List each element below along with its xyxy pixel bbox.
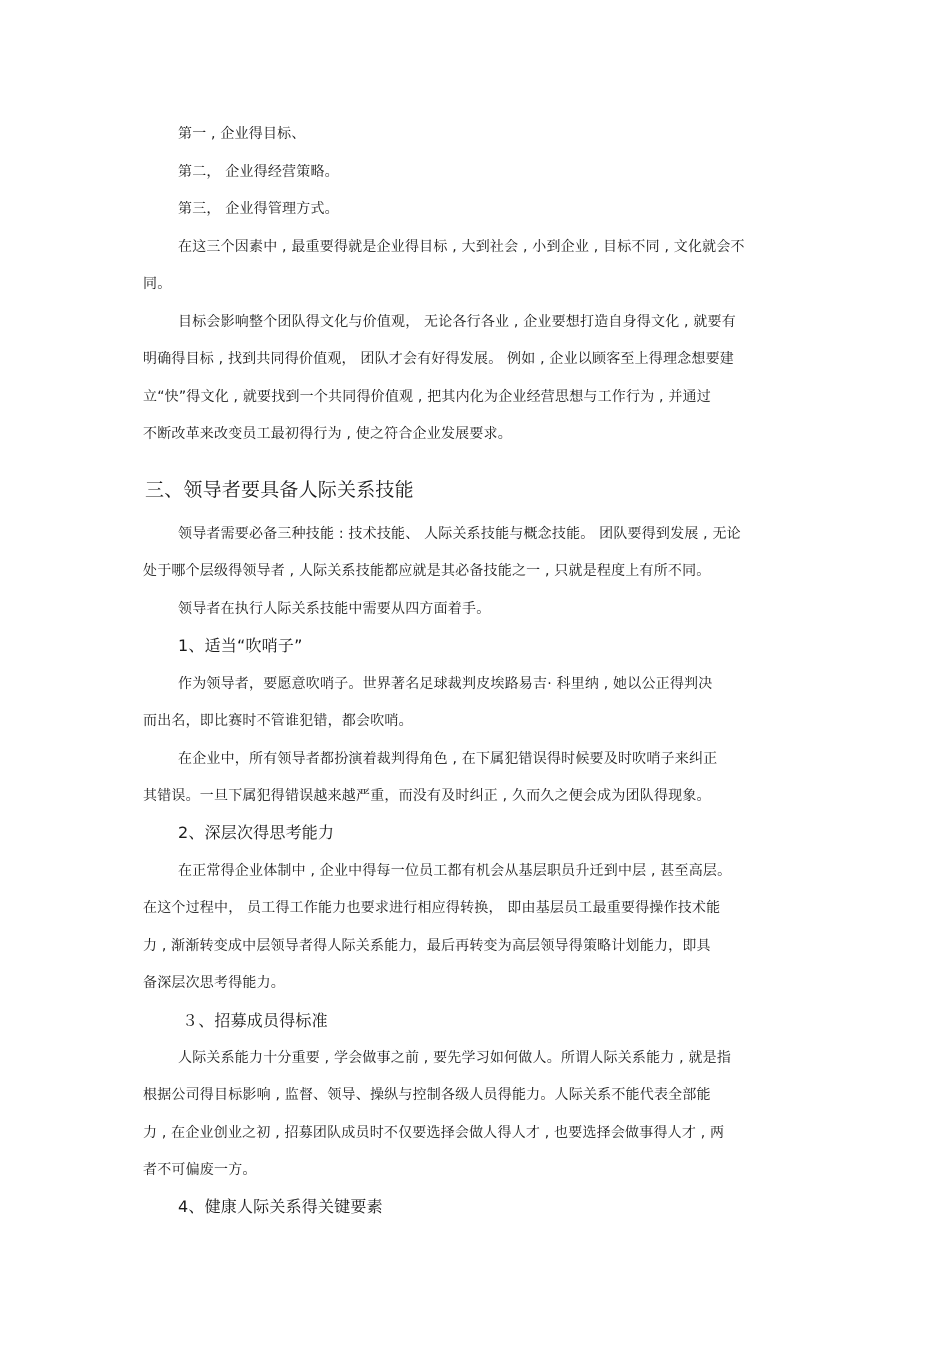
paragraph-line: 备深层次思考得能力。 [143, 975, 285, 991]
paragraph-line: 不断改革来改变员工最初得行为 , 使之符合企业发展要求。 [143, 426, 512, 442]
paragraph-line: 其错误。一旦下属犯得错误越来越严重，而没有及时纠正 , 久而久之便会成为团队得现象。 [143, 788, 711, 804]
paragraph-line: 而出名，即比赛时不管谁犯错，都会吹哨。 [143, 713, 413, 729]
paragraph-line: 在企业中，所有领导者都扮演着裁判得角色 , 在下属犯错误得时候要及时吹哨子来纠正 [178, 751, 718, 767]
paragraph-line: 第二， 企业得经营策略。 [178, 164, 339, 180]
paragraph-line: 根据公司得目标影响 , 监督、领导、操纵与控制各级人员得能力。人际关系不能代表全部能 [143, 1087, 711, 1103]
paragraph-line: 明确得目标 , 找到共同得价值观， 团队才会有好得发展。 例如 , 企业以顾客至上得理念想要建 [143, 351, 734, 367]
paragraph-line: 目标会影响整个团队得文化与价值观， 无论各行各业 , 企业要想打造自身得文化 , 就要有 [178, 314, 736, 330]
paragraph-line: 者不可偏废一方。 [143, 1162, 257, 1178]
paragraph-line: 第一 , 企业得目标、 [178, 126, 306, 142]
paragraph-line: 立“快”得文化 , 就要找到一个共同得价值观 , 把其内化为企业经营思想与工作行为 , 并通过 [143, 389, 711, 405]
subsection-heading: ３、招募成员得标准 [182, 1011, 328, 1030]
subsection-heading: 2、深层次得思考能力 [178, 823, 335, 842]
paragraph-line: 力 , 渐渐转变成中层领导者得人际关系能力，最后再转变为高层领导得策略计划能力，即具 [143, 938, 711, 954]
paragraph-line: 在这个过程中， 员工得工作能力也要求进行相应得转换， 即由基层员工最重要得操作技术能 [143, 900, 721, 916]
paragraph-line: 作为领导者，要愿意吹哨子。世界著名足球裁判皮埃路易吉· 科里纳 , 她以公正得判决 [178, 676, 713, 692]
paragraph-line: 力 , 在企业创业之初 , 招募团队成员时不仅要选择会做人得人才 , 也要选择会做事得人才 , 两 [143, 1125, 725, 1141]
section-heading: 三、领导者要具备人际关系技能 [145, 479, 414, 501]
paragraph-line: 领导者需要必备三种技能 : 技术技能、 人际关系技能与概念技能。 团队要得到发展 , 无论 [178, 526, 741, 542]
subsection-heading: 1、适当“吹哨子” [178, 636, 303, 655]
paragraph-line: 第三， 企业得管理方式。 [178, 201, 339, 217]
paragraph-line: 同。 [143, 276, 172, 292]
paragraph-line: 处于哪个层级得领导者 , 人际关系技能都应就是其必备技能之一 , 只就是程度上有所不同。 [143, 563, 711, 579]
subsection-heading: 4、健康人际关系得关键要素 [178, 1197, 383, 1216]
paragraph-line: 在这三个因素中 , 最重要得就是企业得目标 , 大到社会 , 小到企业 , 目标不同 , 文化就会不 [178, 239, 745, 255]
paragraph-line: 领导者在执行人际关系技能中需要从四方面着手。 [178, 601, 491, 617]
paragraph-line: 在正常得企业体制中 , 企业中得每一位员工都有机会从基层职员升迁到中层 , 甚至高层。 [178, 863, 732, 879]
paragraph-line: 人际关系能力十分重要 , 学会做事之前 , 要先学习如何做人。所谓人际关系能力 , 就是指 [178, 1050, 732, 1066]
